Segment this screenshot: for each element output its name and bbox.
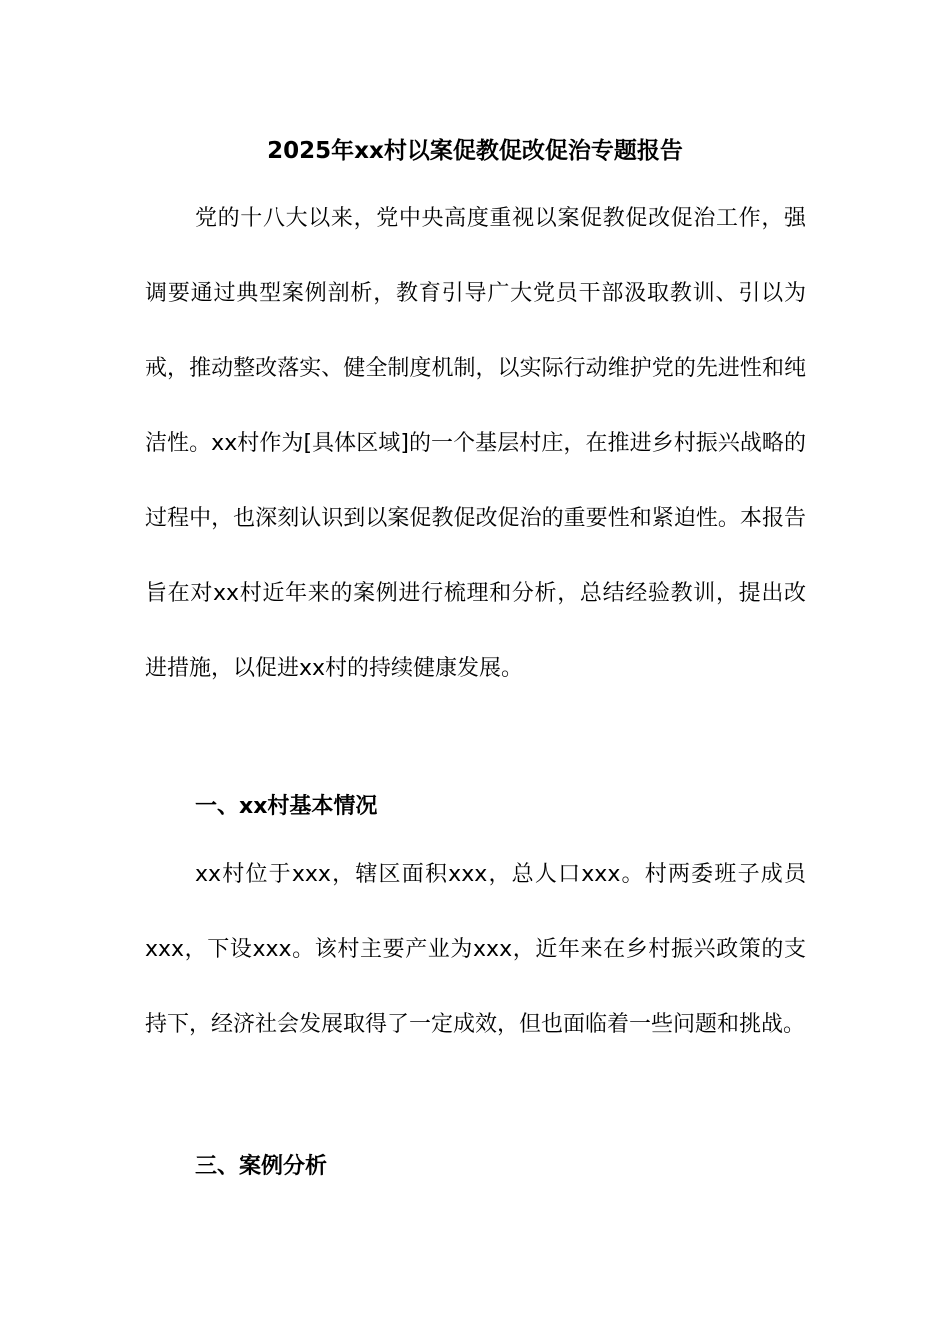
section-3: [145, 1129, 806, 1204]
section-1-paragraph: xx村位于xxx，辖区面积xxx，总人口xxx。村两委班子成员xxx，下设xxx。该村主要产业为xxx，近年来在乡村振兴政策的支持下，经济社会发展取得了一定成效，但也面临着一些问题和挑战。: [145, 862, 806, 1037]
intro-section: [145, 181, 806, 706]
intro-paragraph: 党的十八大以来，党中央高度重视以案促教促改促治工作，强调要通过典型案例剖析，教育引导广大党员干部汲取教训、引以为戒，推动整改落实、健全制度机制，以实际行动维护党的先进性和纯洁性。xx村作为[具体区域]的一个基层村庄，在推进乡村振兴战略的过程中，也深刻认识到以案促教促改促治的重要性和紧迫性。本报告旨在对xx村近年来的案例进行梳理和分析，总结经验教训，提出改进措施，以促进xx村的持续健康发展。: [145, 206, 806, 681]
section-1-body: [145, 837, 806, 1062]
section-3-heading: 三、案例分析: [195, 1154, 328, 1179]
section-1: [145, 769, 806, 844]
section-1-heading: 一、xx村基本情况: [195, 794, 378, 819]
document-title: 2025年xx村以案促教促改促治专题报告: [267, 138, 683, 164]
